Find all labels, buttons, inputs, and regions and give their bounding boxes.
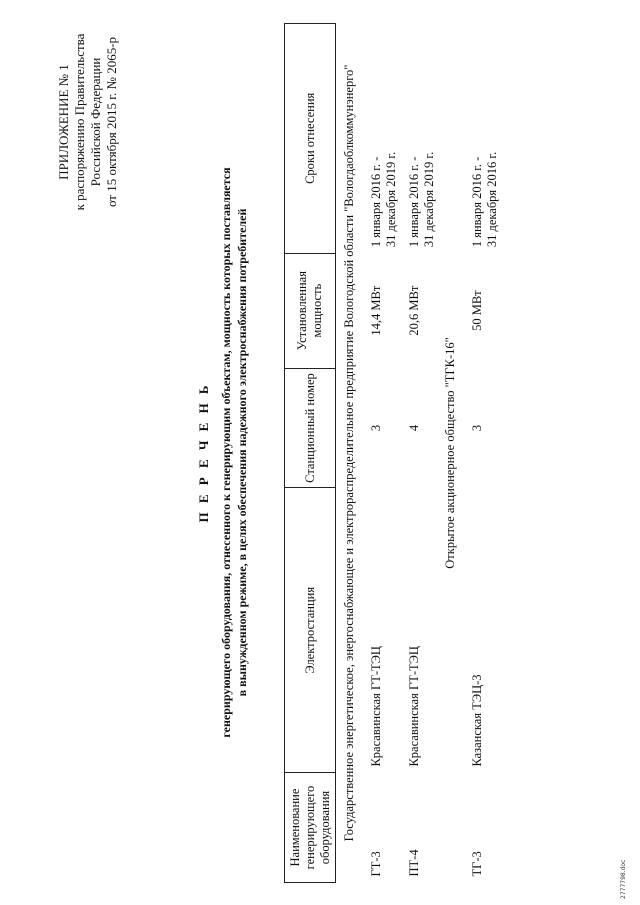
file-code: 2777798.doc bbox=[620, 859, 627, 899]
period-from: 1 января 2016 г. - bbox=[470, 156, 484, 248]
period-to: 31 декабря 2016 г. bbox=[485, 151, 499, 248]
appendix-title: ПРИЛОЖЕНИЕ № 1 bbox=[56, 64, 71, 180]
cell-number: 3 bbox=[470, 424, 484, 432]
organization-name: Открытое акционерное общество "ТГК-16" bbox=[443, 337, 457, 569]
cell-number: 4 bbox=[407, 424, 421, 432]
appendix-header bbox=[56, 22, 120, 222]
cell-station: Красавинская ГТ-ТЭЦ bbox=[369, 646, 383, 767]
table-row bbox=[462, 24, 500, 883]
header-period: Сроки отнесения bbox=[285, 24, 336, 254]
cell-number: 3 bbox=[369, 424, 383, 432]
table-row bbox=[399, 24, 437, 883]
header-station: Электростанция bbox=[285, 488, 336, 773]
cell-equipment: ГТ-3 bbox=[369, 851, 383, 877]
equipment-table bbox=[284, 23, 500, 883]
period-from: 1 января 2016 г. - bbox=[407, 156, 421, 248]
header-number: Станционный номер bbox=[285, 368, 336, 488]
period-to: 31 декабря 2019 г. bbox=[422, 151, 436, 248]
cell-period bbox=[361, 24, 399, 254]
cell-period bbox=[462, 24, 500, 254]
document-subtitle bbox=[218, 20, 250, 885]
document-title: П Е Р Е Ч Е Н Ь bbox=[196, 382, 211, 523]
organization-name: Государственное энергетическое, энергоснабжающее и электрораспределительное предприятие Вологодской области "Вологдаоблкоммунэнерго" bbox=[342, 64, 356, 842]
cell-station: Красавинская ГТ-ТЭЦ bbox=[407, 646, 421, 767]
cell-equipment: ПТ-4 bbox=[407, 849, 421, 877]
cell-capacity: 14,4 МВт bbox=[369, 285, 383, 336]
table-row bbox=[361, 24, 399, 883]
subtitle-line-1: генерирующего оборудования, отнесенного к генерирующим объектам, мощность которых поставляется bbox=[219, 167, 233, 738]
subtitle-line-2: в вынужденном режиме, в целях обеспечения надежного электроснабжения потребителей bbox=[235, 208, 249, 697]
cell-capacity: 50 МВт bbox=[470, 290, 484, 331]
appendix-date-number: от 15 октября 2015 г. № 2065-р bbox=[104, 36, 119, 208]
cell-station: Казанская ТЭЦ-3 bbox=[470, 674, 484, 767]
header-equipment: Наименование генерирующего оборудования bbox=[285, 773, 336, 883]
group-row bbox=[336, 24, 362, 883]
period-from: 1 января 2016 г. - bbox=[369, 156, 383, 248]
cell-equipment: ТГ-3 bbox=[470, 851, 484, 877]
table-header-row bbox=[285, 24, 336, 883]
period-to: 31 декабря 2019 г. bbox=[384, 151, 398, 248]
group-row bbox=[437, 24, 462, 883]
appendix-reference: к распоряжению Правительства bbox=[72, 33, 87, 211]
header-capacity: Установленная мощность bbox=[285, 253, 336, 368]
cell-capacity: 20,6 МВт bbox=[407, 285, 421, 336]
cell-period bbox=[399, 24, 437, 254]
appendix-government: Российской Федерации bbox=[88, 57, 103, 187]
